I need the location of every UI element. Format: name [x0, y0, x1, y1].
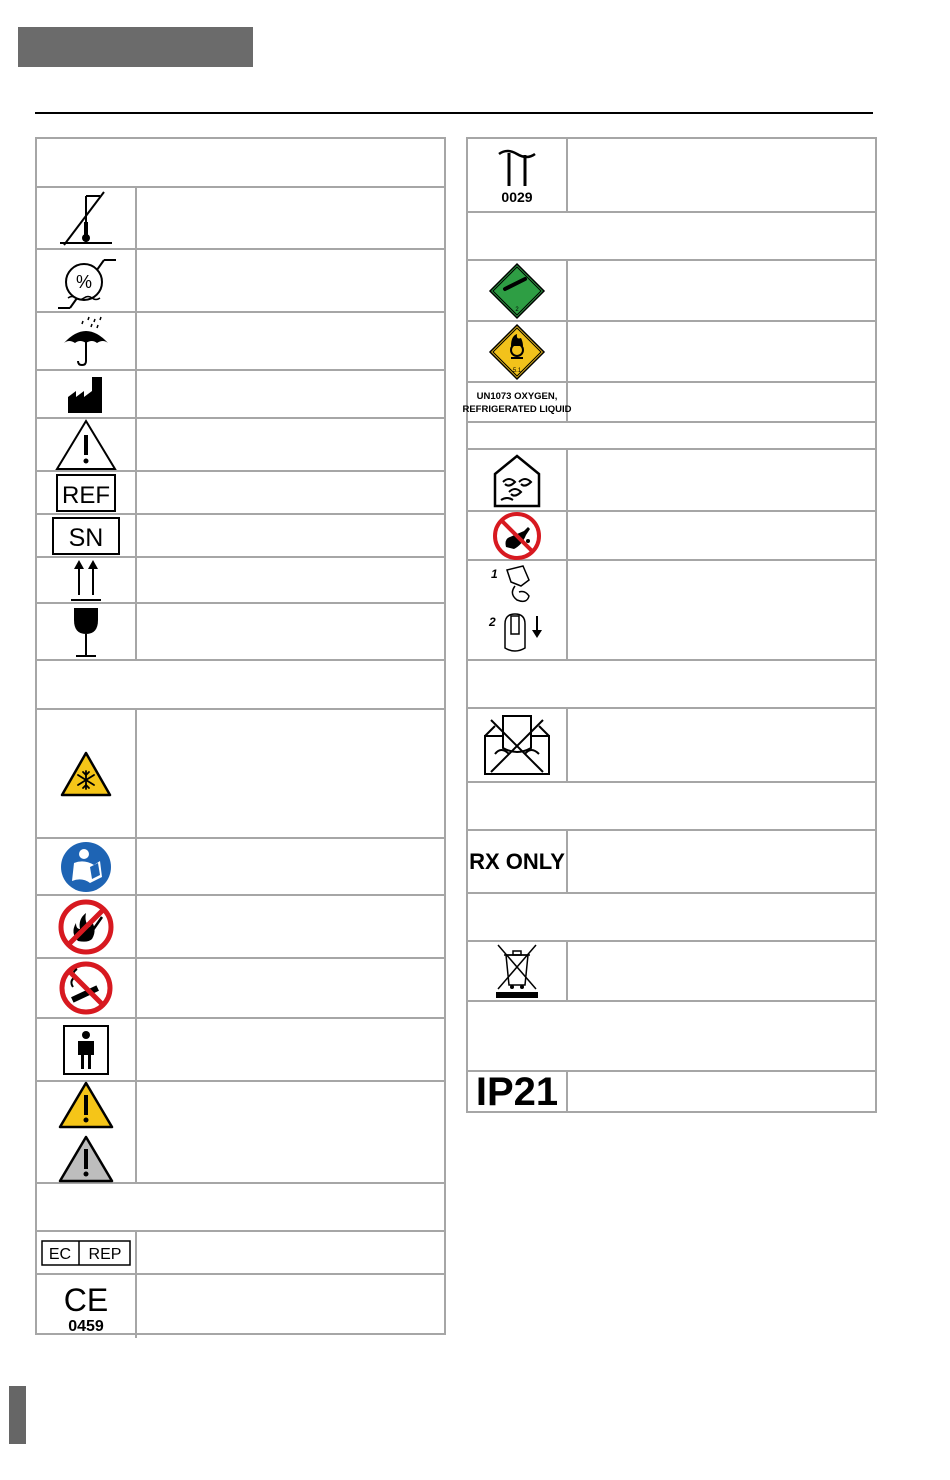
svg-text:2: 2 [515, 306, 519, 313]
no-open-flame-icon [58, 899, 114, 955]
humidity-limit-icon [54, 252, 118, 310]
table-row [468, 1072, 875, 1112]
table-row [37, 710, 444, 839]
table-row [37, 250, 444, 313]
table-row [468, 322, 875, 383]
table-row [462, 383, 875, 423]
table-row [37, 472, 444, 515]
header-rule [35, 112, 873, 114]
ce-mark-icon [61, 1281, 111, 1333]
table-row [37, 959, 444, 1019]
section-header [468, 213, 875, 261]
svg-text:5.1: 5.1 [512, 367, 522, 374]
table-row [468, 139, 875, 213]
section-header [468, 423, 875, 450]
table-row [37, 515, 444, 558]
table-row [468, 561, 875, 661]
table-row [37, 896, 444, 959]
serial-number-icon [52, 517, 120, 555]
table-row [468, 831, 875, 894]
symbols-table-right [462, 137, 877, 1114]
rx-only-symbol: RX ONLY [469, 848, 565, 874]
reference-number-icon [56, 474, 116, 512]
section-header [468, 894, 875, 942]
table-row [468, 450, 875, 512]
table-row [37, 188, 444, 250]
fragile-icon [72, 606, 100, 658]
un-line2: REFRIGERATED LIQUID [462, 404, 572, 415]
table-row [37, 1232, 444, 1275]
table-row [37, 1019, 444, 1082]
section-header [37, 139, 444, 188]
table-row [468, 261, 875, 322]
read-manual-icon [60, 841, 112, 893]
ec-text: EC [48, 1245, 72, 1263]
table-row [37, 313, 444, 371]
section-header [468, 1002, 875, 1072]
low-temperature-warning-icon [60, 751, 112, 797]
non-flammable-gas-diamond-icon [489, 263, 545, 319]
table-row [37, 1275, 444, 1338]
percent-glyph: % [75, 271, 93, 292]
ec-rep-icon [41, 1240, 131, 1266]
pi-number: 0029 [501, 189, 533, 205]
step-1-number: 1 [491, 567, 498, 581]
warning-grey-icon [58, 1135, 114, 1183]
table-row [37, 1082, 444, 1184]
table-row [37, 839, 444, 896]
ce-number: 0459 [68, 1317, 104, 1335]
caution-warning-icon [55, 419, 117, 471]
weee-crossed-bin-icon [494, 943, 540, 999]
no-oil-grease-icon [492, 511, 542, 561]
connection-steps-icon [485, 564, 549, 656]
symbols-table-left [35, 137, 446, 1335]
side-tab [9, 1386, 26, 1444]
table-row [468, 709, 875, 783]
manufacturer-icon [66, 373, 106, 415]
temperature-limit-icon [56, 190, 116, 246]
section-header [468, 783, 875, 831]
table-row [468, 512, 875, 561]
table-row [37, 558, 444, 604]
keep-dry-umbrella-icon [61, 315, 111, 367]
do-not-put-in-box-icon [481, 714, 553, 776]
ventilated-room-icon [491, 452, 543, 508]
step-2-number: 2 [489, 615, 496, 629]
header-tab [18, 27, 253, 67]
rep-text: REP [88, 1245, 122, 1263]
this-way-up-icon [69, 559, 103, 601]
warning-yellow-icon [58, 1081, 114, 1129]
table-row [37, 371, 444, 419]
section-header [468, 661, 875, 709]
section-header [37, 661, 444, 710]
table-row [37, 419, 444, 472]
table-row [468, 942, 875, 1002]
table-row [37, 604, 444, 661]
ref-text: REF [62, 481, 110, 509]
un-number-label [462, 387, 572, 417]
no-smoking-icon [59, 961, 113, 1015]
ip21-rating-symbol: IP21 [475, 1070, 559, 1114]
pi-mark-icon [495, 146, 539, 204]
type-bf-applied-part-icon [63, 1025, 109, 1075]
un-line1: UN1073 OXYGEN, [476, 391, 558, 402]
sn-text: SN [68, 523, 104, 552]
oxidizer-diamond-icon [489, 324, 545, 380]
ce-text: CE [63, 1281, 109, 1318]
section-header [37, 1184, 444, 1232]
